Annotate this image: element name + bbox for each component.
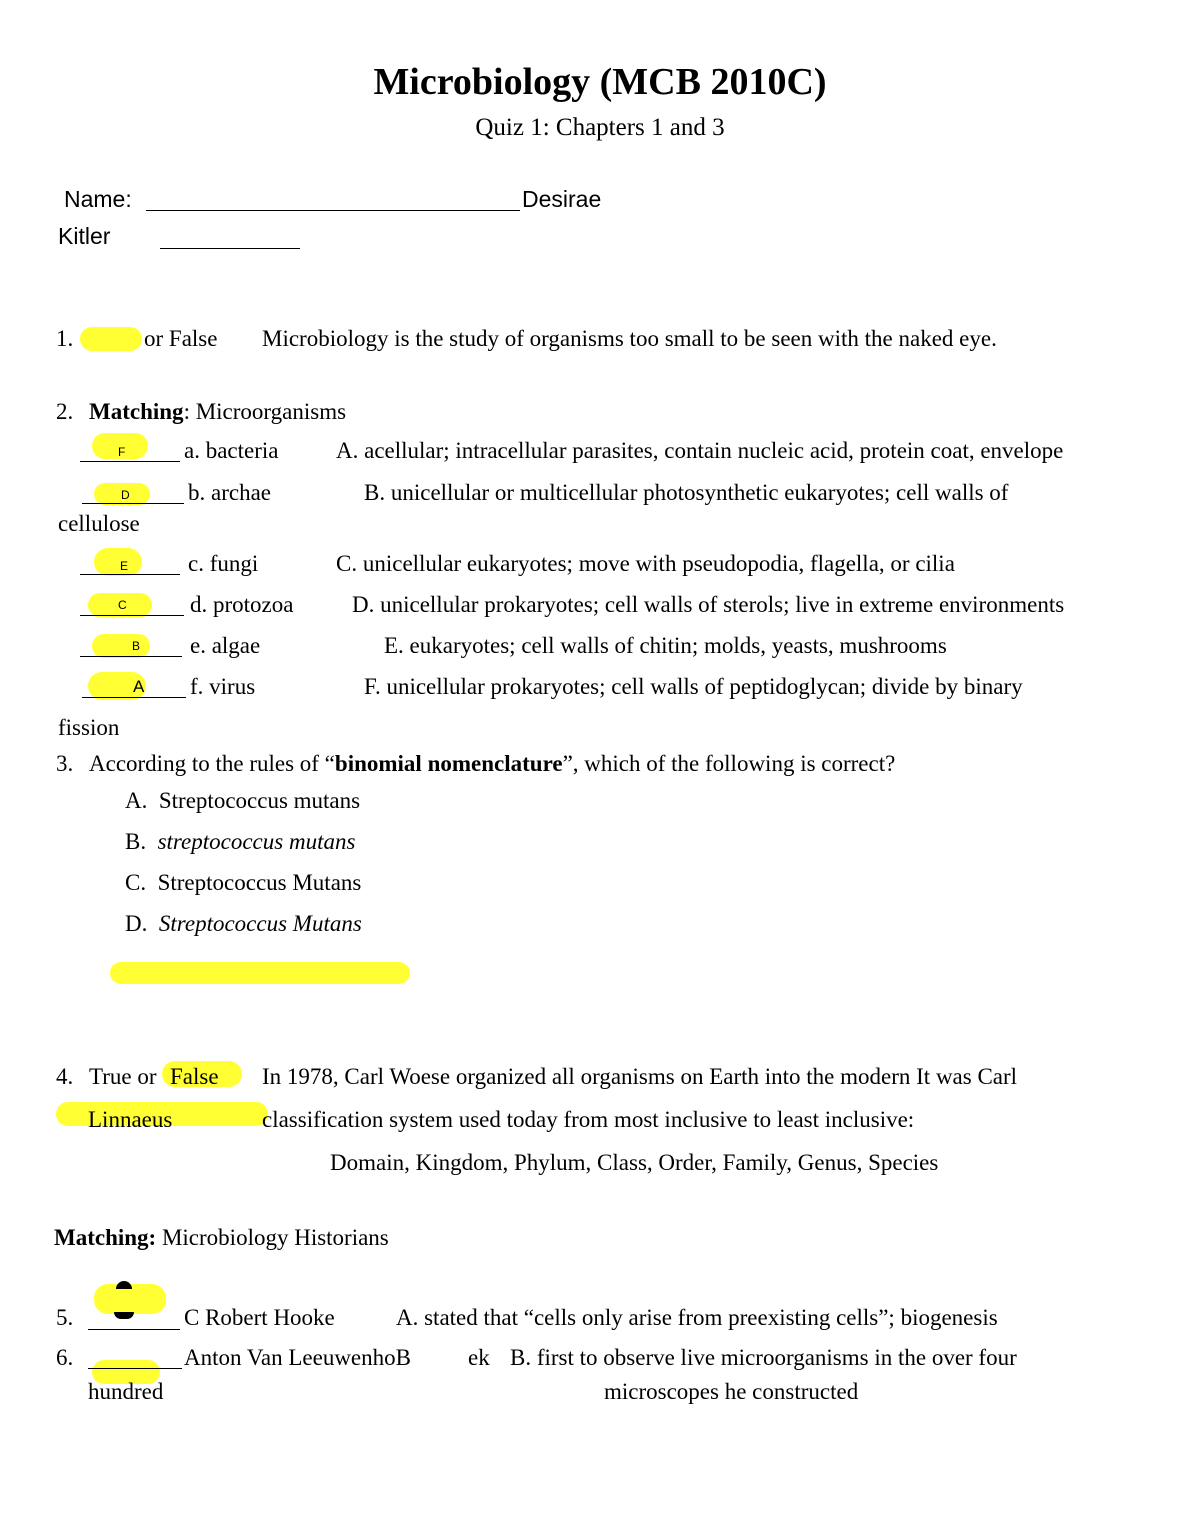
q1-number: 1. <box>56 326 74 351</box>
q4-line-1: In 1978, Carl Woese organized all organisms on Earth into the modern It was Carl <box>262 1064 1018 1089</box>
item: b. archae <box>188 480 271 505</box>
student-last-name: Kitler <box>58 223 111 249</box>
q4-number: 4. <box>56 1064 74 1089</box>
q6-name: Anton Van LeeuwenhoB <box>184 1345 411 1370</box>
q6-wrap-left: hundred <box>88 1379 164 1404</box>
q4-ranks: Domain, Kingdom, Phylum, Class, Order, Family, Genus, Species <box>330 1150 939 1175</box>
definition: E. eukaryotes; cell walls of chitin; molds, yeasts, mushrooms <box>384 633 947 658</box>
answer-letter: C <box>118 598 127 612</box>
answer-blank <box>80 574 180 575</box>
q3-option-c: C. Streptococcus Mutans <box>125 870 362 895</box>
answer-blank <box>80 461 180 462</box>
q2-number: 2. <box>56 399 74 424</box>
q6-wrap-right: microscopes he constructed <box>604 1379 859 1404</box>
q4-line-2: classification system used today from most inclusive to least inclusive: <box>262 1107 915 1132</box>
name-blank-line-2 <box>160 248 300 249</box>
definition: A. acellular; intracellular parasites, contain nucleic acid, protein coat, envelope <box>336 438 1064 463</box>
page-title: Microbiology (MCB 2010C) <box>373 61 827 103</box>
historians-heading: Matching: Microbiology Historians <box>54 1225 389 1250</box>
q1-statement: Microbiology is the study of organisms too small to be seen with the naked eye. <box>262 326 997 351</box>
q5-ink-mark-bottom <box>114 1312 134 1319</box>
q3-prompt: According to the rules of “binomial nomenclature”, which of the following is correct? <box>89 751 896 776</box>
answer-blank <box>80 656 182 657</box>
answer-letter: A <box>133 677 145 696</box>
q6-number: 6. <box>56 1345 74 1370</box>
q6-definition: B. first to observe live microorganisms in the over four <box>510 1345 1017 1370</box>
q3-number: 3. <box>56 751 74 776</box>
answer-letter: F <box>118 445 126 459</box>
definition-wrap: fission <box>58 715 120 740</box>
student-first-name: Desirae <box>522 186 602 212</box>
item: d. protozoa <box>190 592 294 617</box>
answer-blank <box>80 615 184 616</box>
q1-choice: or False <box>144 326 218 351</box>
page-subtitle: Quiz 1: Chapters 1 and 3 <box>475 114 725 141</box>
q5-answer-blank <box>88 1329 180 1330</box>
q1-answer-highlight <box>80 327 142 351</box>
item: c. fungi <box>188 551 259 576</box>
answer-highlight <box>94 548 142 576</box>
q6-answer-blank <box>88 1368 182 1369</box>
item: e. algae <box>190 633 261 658</box>
definition: D. unicellular prokaryotes; cell walls of sterols; live in extreme environments <box>352 592 1065 617</box>
item: a. bacteria <box>184 438 279 463</box>
q3-option-d: D. Streptococcus Mutans <box>125 911 362 936</box>
q4-true-label: True or <box>89 1064 157 1089</box>
q4-name: Linnaeus <box>88 1107 173 1132</box>
definition-wrap: cellulose <box>58 511 140 536</box>
name-label: Name: <box>64 186 132 212</box>
definition: F. unicellular prokaryotes; cell walls of peptidoglycan; divide by binary <box>364 674 1023 699</box>
q2-heading: Matching: Microorganisms <box>89 399 347 424</box>
q5-number: 5. <box>56 1305 74 1330</box>
q5-definition: A. stated that “cells only arise from preexisting cells”; biogenesis <box>396 1305 998 1330</box>
q6-name-tail: ek <box>468 1345 490 1370</box>
answer-blank <box>82 697 186 698</box>
answer-letter: E <box>120 559 129 573</box>
q5-name: C Robert Hooke <box>184 1305 335 1330</box>
answer-highlight <box>92 634 150 658</box>
item: f. virus <box>190 674 256 699</box>
answer-letter: B <box>132 639 141 653</box>
q4-answer: False <box>170 1064 219 1089</box>
name-blank-line <box>146 210 520 211</box>
q3-answer-highlight <box>110 962 410 984</box>
definition: C. unicellular eukaryotes; move with pseudopodia, flagella, or cilia <box>336 551 955 576</box>
q3-option-b: B. streptococcus mutans <box>125 829 356 854</box>
q5-ink-mark-top <box>116 1281 132 1289</box>
q3-option-a: A. Streptococcus mutans <box>125 788 361 813</box>
answer-letter: D <box>121 488 130 502</box>
definition: B. unicellular or multicellular photosynthetic eukaryotes; cell walls of <box>364 480 1009 505</box>
answer-blank <box>82 503 184 504</box>
